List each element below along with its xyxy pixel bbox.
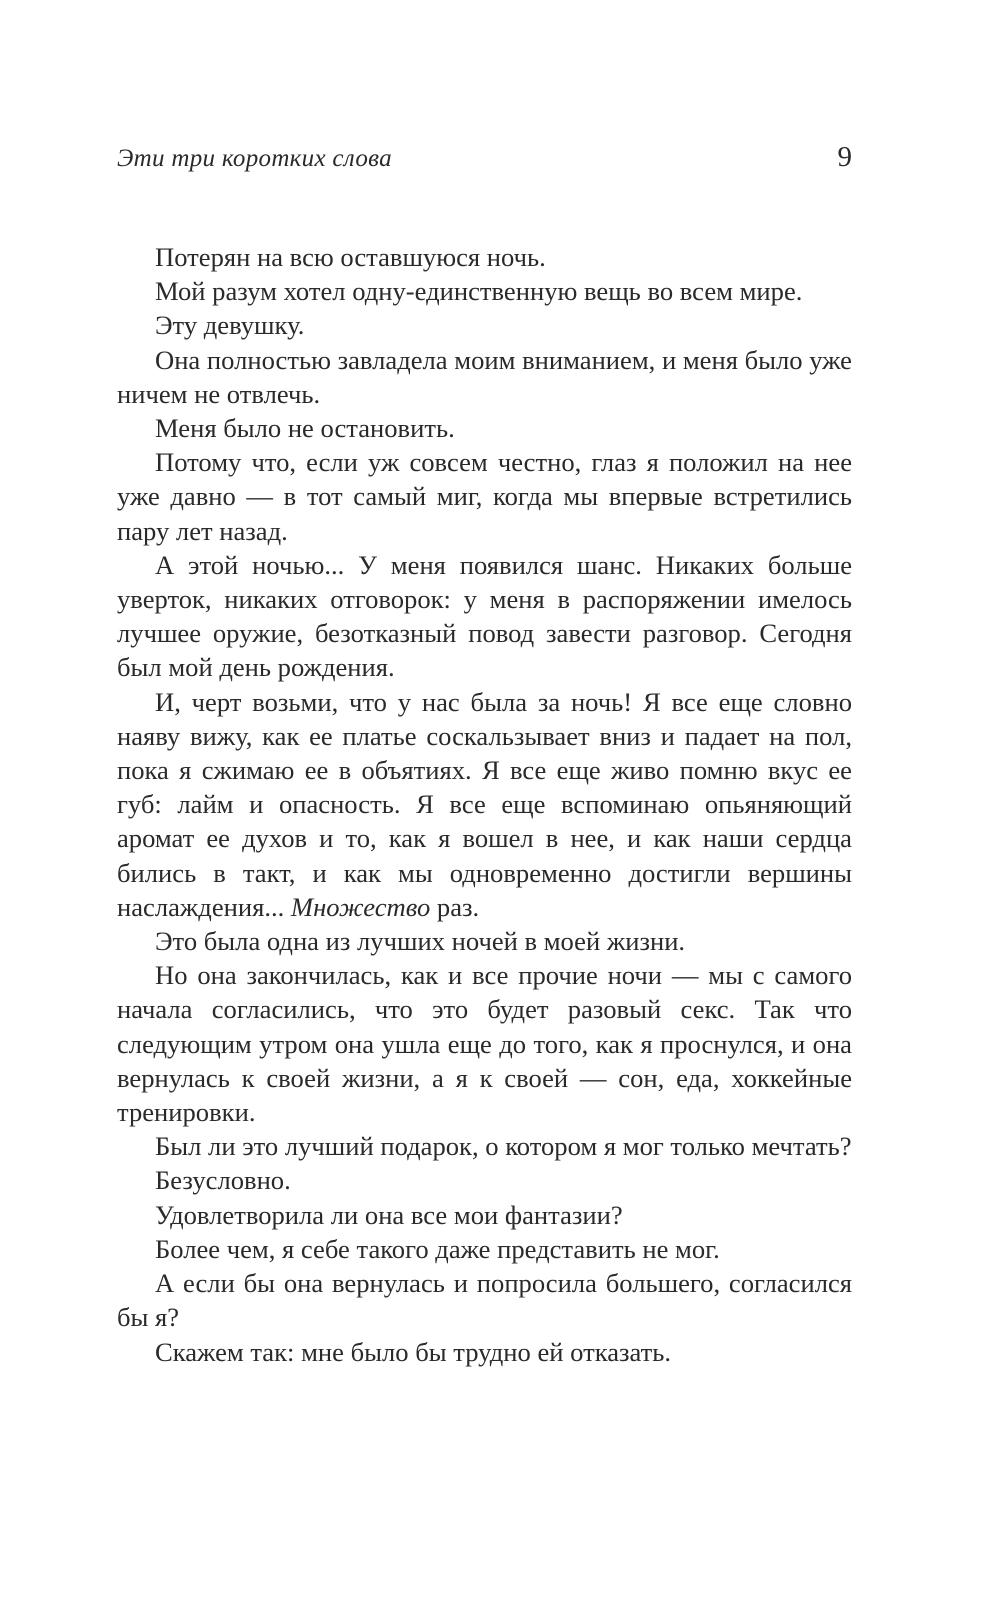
paragraph: Безусловно.	[155, 1165, 291, 1196]
paragraph: Меня было не остановить.	[155, 413, 455, 444]
paragraph: А этой ночью... У меня появился шанс. Никаких больше уверток, никаких отговорок: у меня в распоряжении имелось лучшее оружие, безотказный повод завести разговор. Сегодня был мой день рождения.	[117, 549, 852, 683]
paragraph-text: раз.	[430, 891, 480, 922]
paragraph: Был ли это лучший подарок, о котором я мог только мечтать?	[155, 1131, 852, 1162]
running-head	[117, 141, 852, 185]
paragraph	[117, 685, 852, 924]
paragraph: Потерян на всю оставшуюся ночь.	[155, 242, 546, 272]
paragraph: Потому что, если уж совсем честно, глаз я положил на нее уже давно — в тот самый миг, когда мы впервые встретились пару лет назад.	[117, 447, 852, 546]
paragraph: Мой разум хотел одну-единственную вещь во всем мире.	[155, 276, 803, 307]
page-number: 9	[837, 141, 852, 173]
paragraph: А если бы она вернулась и попросила большего, согласился бы я?	[117, 1268, 852, 1333]
running-title: Эти три коротких слова	[117, 145, 392, 172]
paragraph: Но она закончилась, как и все прочие ночи — мы с самого начала согласились, что это будет разовый секс. Так что следующим утром она ушла еще до того, как я проснулся, и она вернулась к своей жизни, а я к своей — сон, еда, хоккейные тренировки.	[117, 960, 852, 1128]
paragraph-text: И, черт возьми, что у нас была за ночь! Я все еще словно наяву вижу, как ее платье соскальзывает вниз и падает на пол, пока я сжимаю ее в объятиях. Я все еще живо помню вкус ее губ: лайм и опасность. Я все еще вспоминаю опьяняющий аромат ее духов и то, как я вошел в нее, и как наши сердца бились в такт, и как мы одновременно достигли вершины наслаждения...	[117, 686, 852, 922]
paragraph: Она полностью завладела моим вниманием, и меня было уже ничем не отвлечь.	[117, 344, 852, 409]
emphasized-word: Множество	[290, 891, 431, 922]
paragraph: Эту девушку.	[155, 310, 305, 341]
paragraph: Более чем, я себе такого даже представить не мог.	[155, 1233, 720, 1264]
body-text	[117, 240, 852, 1369]
paragraph: Скажем так: мне было бы трудно ей отказать.	[155, 1336, 672, 1367]
paragraph: Это была одна из лучших ночей в моей жизни.	[155, 926, 686, 957]
paragraph: Удовлетворила ли она все мои фантазии?	[155, 1199, 623, 1230]
